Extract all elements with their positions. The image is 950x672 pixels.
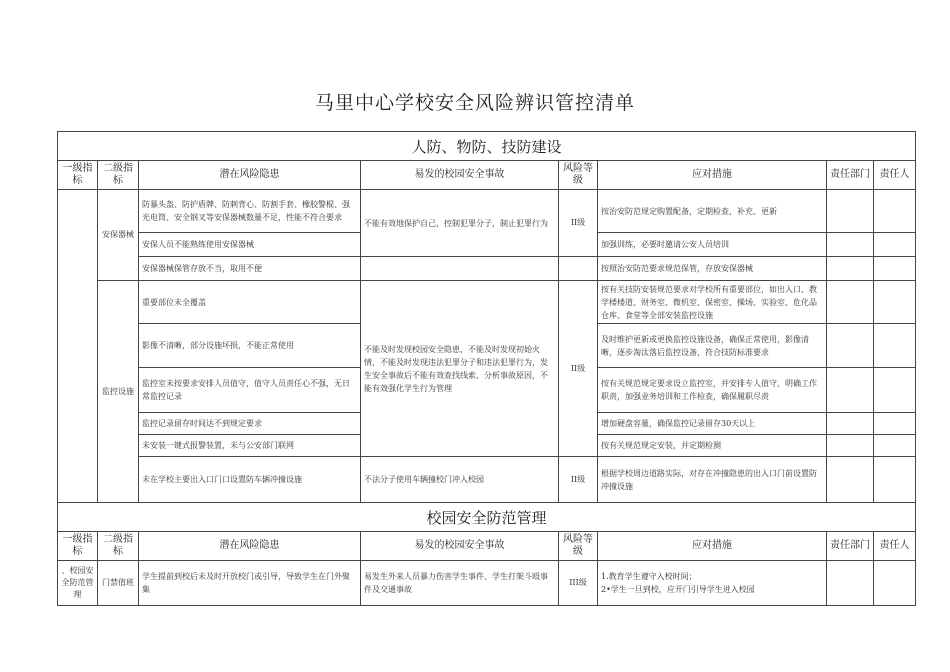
person-cell (874, 190, 916, 233)
measure-cell (598, 561, 827, 606)
measure-cell: 按有关技防安装规范要求对学校所有重要部位，如出入口、教学楼楼道、财务室、微机室、保密室、操场、实验室、危化品仓库、食堂等全部安装监控设施 (598, 281, 827, 324)
dept-cell (827, 233, 874, 257)
col-header: 责任人 (874, 161, 916, 190)
col-header: 责任人 (874, 532, 916, 561)
measure-cell: 按有关规范规定安装，并定期检测 (598, 435, 827, 457)
header-row (58, 161, 916, 190)
person-cell (874, 457, 916, 503)
accident-cell (361, 257, 559, 281)
measure-cell: 及时维护更新或更换监控设施设备，确保正常使用，影像清晰，逐步淘汰落后监控设备，符合技防标准要求 (598, 324, 827, 368)
hazard-cell: 未安装一键式报警装置，未与公安部门联网 (139, 435, 361, 457)
hazard-cell: 重要部位未全覆盖 (139, 281, 361, 324)
table-row (58, 281, 916, 324)
col-header: 潜在风险隐患 (139, 161, 361, 190)
section-title: 人防、物防、技防建设 (58, 132, 916, 161)
hazard-cell: 监控记录留存时间达不到规定要求 (139, 413, 361, 435)
header-row (58, 532, 916, 561)
person-cell (874, 233, 916, 257)
hazard-cell: 学生提前到校后未及时开放校门或引导，导致学生在门外聚集 (139, 561, 361, 606)
table-row (58, 457, 916, 503)
col-header: 一级指标 (58, 532, 98, 561)
col-header: 二级指标 (98, 161, 139, 190)
dept-cell (827, 324, 874, 368)
hazard-cell: 防暴头盔、防护盾牌、防刺背心、防割手套、橡胶警棍、强光电筒、安全钢叉等安保器械数量不足，性能不符合要求 (139, 190, 361, 233)
table-row (58, 190, 916, 233)
hazard-cell: 影像不清晰，部分设施坏损，不能正常使用 (139, 324, 361, 368)
section-title: 校园安全防范管理 (58, 503, 916, 532)
dept-cell (827, 257, 874, 281)
person-cell (874, 413, 916, 435)
accident-cell: 不法分子使用车辆撞校门冲入校园 (361, 457, 559, 503)
measure-cell: 根据学校周边道路实际，对存在冲撞隐患的出入口门前设置防冲撞设施 (598, 457, 827, 503)
dept-cell (827, 413, 874, 435)
table-row (58, 257, 916, 281)
dept-cell (827, 190, 874, 233)
dept-cell (827, 281, 874, 324)
risk-level-cell: III级 (559, 561, 598, 606)
level2-cell: 监控设施 (98, 281, 139, 503)
measure-line: 2•学生一旦到校，应开门引导学生进入校园 (601, 585, 755, 594)
dept-cell (827, 435, 874, 457)
col-header: 一级指标 (58, 161, 98, 190)
person-cell (874, 368, 916, 413)
col-header: 潜在风险隐患 (139, 532, 361, 561)
person-cell (874, 435, 916, 457)
hazard-cell: 监控室未按要求安排人员值守，值守人员责任心不强，无日常监控记录 (139, 368, 361, 413)
section-row (58, 503, 916, 532)
page-title: 马里中心学校安全风险辨识管控清单 (314, 92, 635, 114)
level2-cell: 安保器械 (98, 190, 139, 281)
risk-level-cell: II级 (559, 457, 598, 503)
col-header: 应对措施 (598, 161, 827, 190)
hazard-cell: 安保器械保管存放不当，取用不便 (139, 257, 361, 281)
col-header: 风险等级 (559, 532, 598, 561)
level2-cell: 门禁值班 (98, 561, 139, 606)
risk-level-cell (559, 257, 598, 281)
col-header: 责任部门 (827, 532, 874, 561)
col-header: 应对措施 (598, 532, 827, 561)
dept-cell (827, 561, 874, 606)
person-cell (874, 324, 916, 368)
accident-cell: 易发生外来人员暴力伤害学生事件、学生打架斗殴事件及交通事故 (361, 561, 559, 606)
measure-cell: 加强训练，必要时邀请公安人员培训 (598, 233, 827, 257)
measure-cell: 按治安防范规定购置配备，定期检查，补充、更新 (598, 190, 827, 233)
measure-line: 1.教育学生遵守入校时间； (601, 572, 697, 581)
measure-cell: 增加硬盘容量，确保监控记录留存30天以上 (598, 413, 827, 435)
person-cell (874, 561, 916, 606)
col-header: 二级指标 (98, 532, 139, 561)
person-cell (874, 257, 916, 281)
section-row (58, 132, 916, 161)
risk-level-cell: II级 (559, 281, 598, 457)
col-header: 风险等级 (559, 161, 598, 190)
col-header: 易发的校园安全事故 (361, 161, 559, 190)
level1-cell (58, 190, 98, 503)
risk-level-cell: II级 (559, 190, 598, 257)
risk-table (57, 131, 916, 606)
table-row (58, 561, 916, 606)
accident-cell: 不能有效地保护自己，控制犯罪分子，制止犯罪行为 (361, 190, 559, 257)
hazard-cell: 未在学校主要出入口门口设置防车辆冲撞设施 (139, 457, 361, 503)
measure-cell: 按照治安防范要求规范保管，存放安保器械 (598, 257, 827, 281)
dept-cell (827, 368, 874, 413)
col-header: 易发的校园安全事故 (361, 532, 559, 561)
measure-cell: 按有关规范规定要求设立监控室，并安排专人值守，明确工作职责，加强业务培训和工作检查，确保履职尽责 (598, 368, 827, 413)
dept-cell (827, 457, 874, 503)
col-header: 责任部门 (827, 161, 874, 190)
hazard-cell: 安保人员不能熟练使用安保器械 (139, 233, 361, 257)
level1-cell: 、校园安全防范管理 (58, 561, 98, 606)
person-cell (874, 281, 916, 324)
accident-cell: 不能及时发现校园安全隐患，不能及时发现初始火情，不能及时发现违法犯罪分子和违法犯罪行为，发生安全事故后不能有效查找线索、分析事故原因，不能有效强化学生行为管理 (361, 281, 559, 457)
